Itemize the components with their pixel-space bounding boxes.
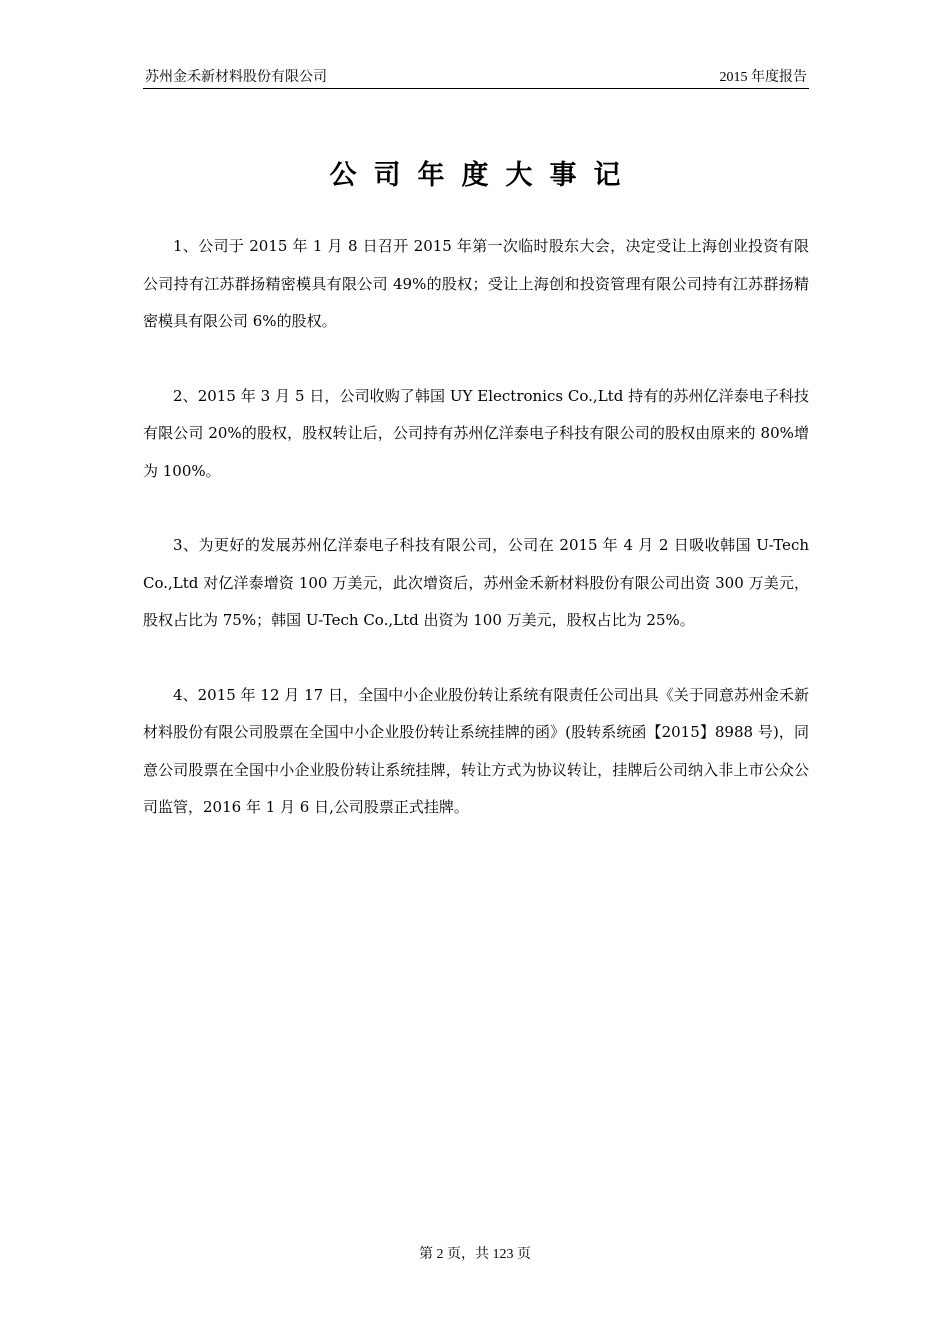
page-footer: 第 2 页，共 123 页 (419, 1247, 531, 1262)
event-paragraph-4: 4、2015 年 12 月 17 日，全国中小企业股份转让系统有限责任公司出具《关于同意苏州金禾新材料股份有限公司股票在全国中小企业股份转让系统挂牌的函》(股转系统函【2015】8988 号)，同意公司股票在全国中小企业股份转让系统挂牌，转让方式为协议转让，挂牌后公司纳入非上市公众公司监管，2016 年 1 月 6 日,公司股票正式挂牌。 (143, 685, 809, 816)
event-paragraph-1: 1、公司于 2015 年 1 月 8 日召开 2015 年第一次临时股东大会，决定受让上海创业投资有限公司持有江苏群扬精密模具有限公司 49%的股权；受让上海创和投资管理有限公司持有江苏群扬精密模具有限公司 6%的股权。 (143, 237, 809, 330)
header-company-name: 苏州金禾新材料股份有限公司 (145, 70, 327, 85)
event-paragraph-3: 3、为更好的发展苏州亿洋泰电子科技有限公司，公司在 2015 年 4 月 2 日吸收韩国 U-Tech Co.,Ltd 对亿洋泰增资 100 万美元，此次增资后，苏州金禾新材料股份有限公司出资 300 万美元，股权占比为 75%；韩国 U-Tech Co.,Ltd 出资为 100 万美元，股权占比为 25%。 (143, 536, 809, 629)
page-title: 公司年度大事记 (329, 160, 638, 191)
event-paragraph-2: 2、2015 年 3 月 5 日，公司收购了韩国 UY Electronics Co.,Ltd 持有的苏州亿洋泰电子科技有限公司 20%的股权，股权转让后，公司持有苏州亿洋泰电子科技有限公司的股权由原来的 80%增为 100%。 (143, 386, 809, 480)
document-body (143, 228, 809, 864)
page-header (143, 66, 809, 89)
header-report-name: 2015 年度报告 (719, 70, 807, 85)
